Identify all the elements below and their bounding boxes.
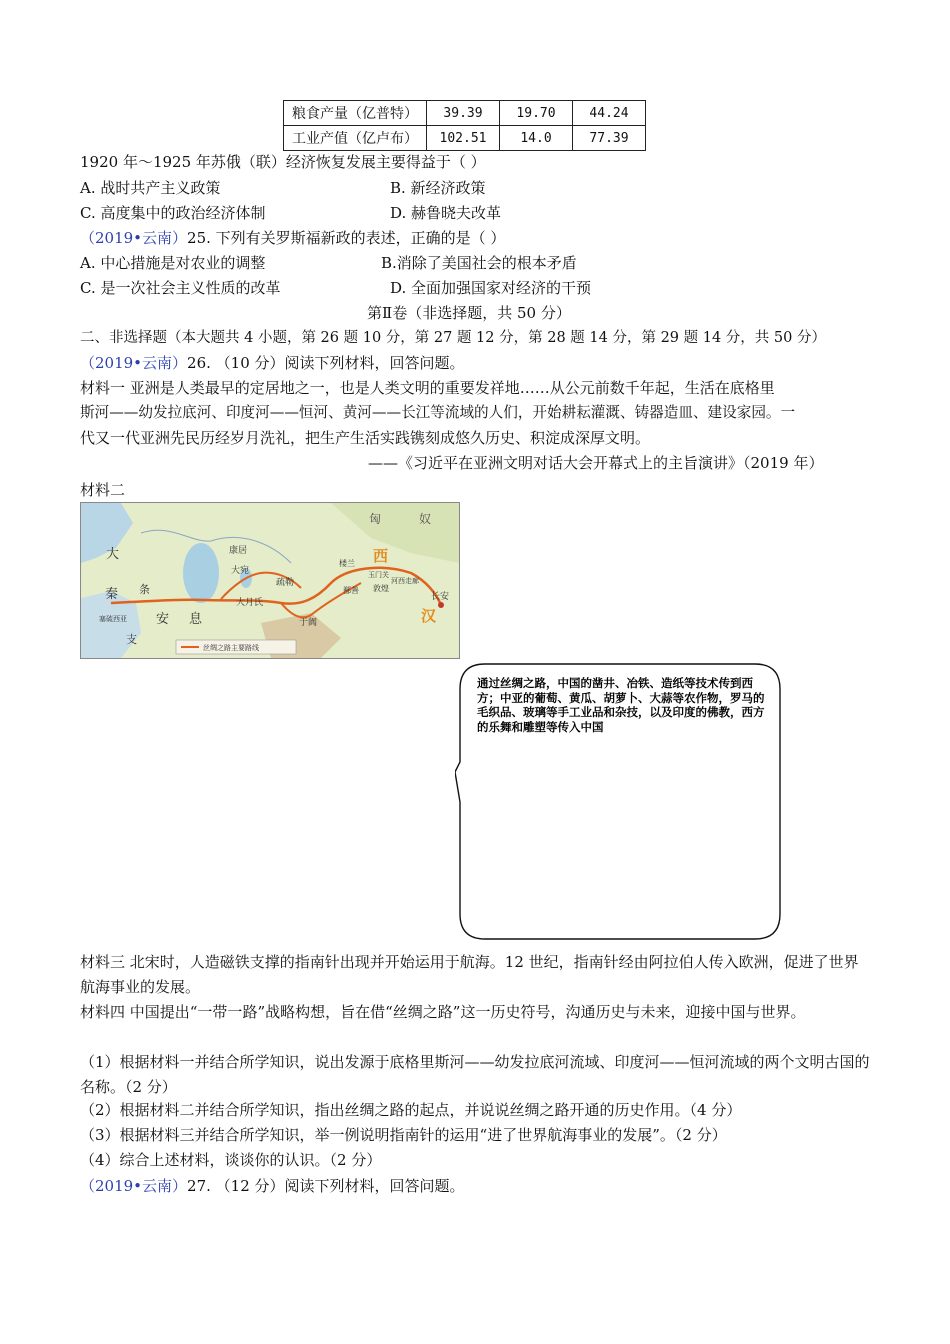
map-label-shule: 疏勒: [276, 578, 295, 588]
map-legend-label: 丝绸之路主要路线: [203, 644, 259, 652]
map-label-xi2: 息: [189, 612, 203, 627]
q25-option-a: A. 中心措施是对农业的调整: [80, 254, 266, 272]
map-label-loulan: 楼兰: [339, 559, 355, 568]
map-label-qin: 秦: [105, 587, 119, 602]
section-heading: 二、非选择题（本大题共 4 小题，第 26 题 10 分，第 27 题 12 分，第 28 题 14 分，第 29 题 14 分，共 50 分）: [80, 330, 826, 346]
map-label-xi: 西: [373, 547, 389, 565]
map-label-dunhuang: 敦煌: [373, 584, 389, 593]
map-label-tiao: 条: [139, 583, 150, 596]
changan-marker: [438, 602, 444, 608]
bubble-text: 通过丝绸之路，中国的凿井、冶铁、造纸等技术传到西方；中亚的葡萄、黄瓜、胡萝卜、大蒜等农作物，罗马的毛织品、玻璃等手工业品和杂技，以及印度的佛教，西方的乐舞和雕塑等传入中国: [477, 676, 765, 734]
map-label-han: 汉: [421, 607, 437, 625]
sub-question-4: （4）综合上述材料，谈谈你的认识。（2 分）: [80, 1151, 382, 1169]
table-row: [284, 126, 646, 151]
map-label-changan: 长安: [431, 592, 450, 602]
map-label-hexi: 河西走廊: [391, 577, 419, 585]
q25-option-b: B.消除了美国社会的根本矛盾: [381, 254, 577, 272]
map-label-xiongnu1: 匈: [369, 512, 382, 526]
sub-question-2: （2）根据材料二并结合所学知识，指出丝绸之路的起点，并说说丝绸之路开通的历史作用。（4 分）: [80, 1101, 742, 1119]
sub-question-3: （3）根据材料三并结合所学知识，举一例说明指南针的运用“进了世界航海事业的发展”。（2 分）: [80, 1126, 727, 1144]
material3: 材料三 北宋时，人造磁铁支撑的指南针出现并开始运用于航海。12 世纪，指南针经由阿拉伯人传入欧洲，促进了世界航海事业的发展。: [80, 953, 859, 996]
q24-option-a: A. 战时共产主义政策: [80, 179, 221, 197]
map-label-kangju: 康居: [229, 546, 248, 556]
material1-line2: 斯河——幼发拉底河、印度河——恒河、黄河——长江等流域的人们，开始耕耘灌溉、铸器造皿、建设家园。一: [80, 404, 796, 421]
material4: 材料四 中国提出“一带一路”战略构想，旨在借“丝绸之路”这一历史符号，沟通历史与未来，迎接中国与世界。: [80, 1003, 806, 1021]
q27-stem: 27. （12 分）阅读下列材料，回答问题。: [187, 1177, 465, 1195]
q24-option-d: D. 赫鲁晓夫改革: [390, 204, 502, 222]
cell-value: 39.39: [427, 101, 500, 126]
q24-option-b: B. 新经济政策: [390, 179, 486, 197]
q25-line: [80, 228, 505, 248]
sub-question-1: （1）根据材料一并结合所学知识，说出发源于底格里斯河——幼发拉底河流域、印度河——恒河流域的两个文明古国的名称。（2 分）: [80, 1053, 870, 1096]
cell-value: 14.0: [500, 126, 573, 151]
map-label-seleucia: 塞硫西亚: [99, 615, 127, 623]
cell-value: 102.51: [427, 126, 500, 151]
map-label-zhi1: 支: [126, 633, 137, 646]
map-label-dayuezhi: 大月氏: [236, 598, 264, 608]
map-label-da: 大: [106, 547, 120, 562]
volume-title: 第Ⅱ卷（非选择题，共 50 分）: [367, 304, 571, 322]
table-row: [284, 101, 646, 126]
lake-shape: [183, 543, 219, 603]
map-graphic: [81, 503, 459, 658]
q25-stem: 25. 下列有关罗斯福新政的表述，正确的是（ ）: [187, 229, 506, 247]
row-label: 工业产值（亿卢布）: [284, 126, 427, 151]
q26-source: （2019•云南）: [80, 354, 188, 372]
q24-stem: 1920 年～1925 年苏俄（联）经济恢复发展主要得益于（ ）: [80, 153, 486, 171]
cell-value: 44.24: [573, 101, 646, 126]
q25-option-d: D. 全面加强国家对经济的干预: [390, 279, 592, 297]
q25-option-c: C. 是一次社会主义性质的改革: [80, 279, 281, 297]
silk-road-map: [80, 502, 460, 659]
cell-value: 19.70: [500, 101, 573, 126]
map-label-an: 安: [156, 612, 170, 627]
map-label-yutian: 于阗: [299, 618, 318, 628]
q24-option-c: C. 高度集中的政治经济体制: [80, 204, 266, 222]
map-label-shanshan: 鄯善: [343, 586, 359, 595]
q27-line: [80, 1176, 465, 1196]
q27-source: （2019•云南）: [80, 1177, 188, 1195]
cell-value: 77.39: [573, 126, 646, 151]
data-table: [283, 100, 646, 151]
q26-stem: 26. （10 分）阅读下列材料，回答问题。: [187, 354, 465, 372]
material1-line3: 代又一代亚洲先民历经岁月洗礼，把生产生活实践镌刻成悠久历史、积淀成深厚文明。: [80, 429, 651, 447]
row-label: 粮食产量（亿普特）: [284, 101, 427, 126]
q25-source: （2019•云南）: [80, 229, 188, 247]
map-label-yumenguan: 玉门关: [368, 571, 389, 579]
map-label-xiongnu2: 奴: [419, 512, 432, 526]
material2-label: 材料二: [80, 481, 126, 499]
material1-citation: ——《习近平在亚洲文明对话大会开幕式上的主旨演讲》（2019 年）: [368, 454, 824, 472]
map-label-dawan: 大宛: [231, 566, 250, 576]
material1-line1: 材料一 亚洲是人类最早的定居地之一，也是人类文明的重要发祥地……从公元前数千年起，生活在底格里: [80, 379, 775, 397]
q26-line: [80, 353, 465, 373]
